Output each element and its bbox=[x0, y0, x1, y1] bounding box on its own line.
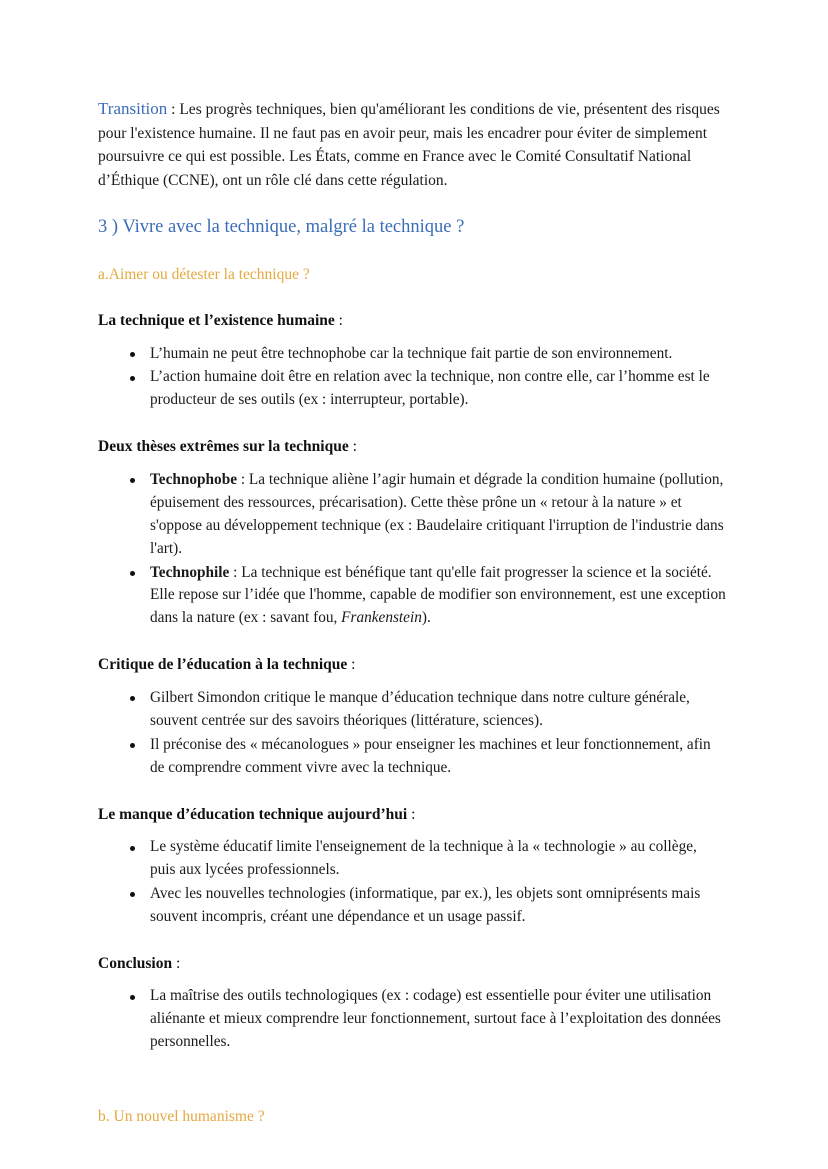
block-heading-colon: : bbox=[172, 954, 181, 972]
block-heading-text: Deux thèses extrêmes sur la technique bbox=[98, 438, 349, 456]
list-item bbox=[98, 836, 726, 882]
list-item-text: Il préconise des « mécanologues » pour enseigner les machines et leur fonctionnement, afin de comprendre comment vivre avec la technique. bbox=[150, 735, 711, 776]
list-item-text: : La technique est bénéfique tant qu'elle fait progresser la science et la société. Elle repose sur l’idée que l'homme, capable de modifier son environnement, est une exception dans la nature (ex : savant fou, bbox=[150, 563, 726, 627]
list-item bbox=[98, 734, 726, 780]
block-heading-colon: : bbox=[348, 438, 357, 456]
list-item-lead: Technophobe bbox=[150, 470, 238, 488]
transition-label: Transition bbox=[98, 99, 168, 118]
block-heading-critique-education bbox=[98, 654, 726, 676]
block-heading-manque-education bbox=[98, 804, 726, 826]
list-item-text: : La technique aliène l’agir humain et dégrade la condition humaine (pollution, épuisement des ressources, précarisation). Cette thèse prône un « retour à la nature » et s'oppose au développement technique (ex : Baudelaire critiquant l'irruption de l'industrie dans l'art). bbox=[150, 470, 724, 557]
transition-paragraph bbox=[98, 96, 726, 192]
list-item-text: L’humain ne peut être technophobe car la technique fait partie de son environnement. bbox=[150, 344, 673, 362]
list-item-text: Le système éducatif limite l'enseignement de la technique à la « technologie » au collège, puis aux lycées professionnels. bbox=[150, 838, 697, 878]
list-item-text-end: ). bbox=[421, 609, 431, 627]
block-heading-text: Conclusion bbox=[98, 954, 173, 972]
bullet-list-critique-education bbox=[98, 687, 726, 780]
list-item-italic-title: Frankenstein bbox=[341, 609, 422, 627]
bullet-list-conclusion bbox=[98, 985, 726, 1054]
block-heading-text: La technique et l’existence humaine bbox=[98, 312, 335, 330]
list-item bbox=[98, 985, 726, 1054]
list-item-lead: Technophile bbox=[150, 563, 230, 581]
list-item-text: La maîtrise des outils technologiques (ex : codage) est essentielle pour éviter une utilisation aliénante et mieux comprendre leur fonctionnement, surtout face à l’exploitation des données personnelles. bbox=[150, 987, 721, 1051]
section-heading-3: 3 ) Vivre avec la technique, malgré la technique ? bbox=[98, 217, 465, 238]
block-heading-colon: : bbox=[407, 805, 416, 823]
block-heading-text: Le manque d’éducation technique aujourd’hui bbox=[98, 805, 408, 823]
list-item bbox=[98, 469, 726, 561]
list-item bbox=[98, 366, 726, 412]
bullet-list-manque-education bbox=[98, 836, 726, 929]
block-heading-colon: : bbox=[347, 656, 356, 674]
subsection-heading-b: b. Un nouvel humanisme ? bbox=[98, 1108, 265, 1126]
block-heading-technique-existence bbox=[98, 310, 726, 332]
transition-separator: : bbox=[167, 101, 180, 118]
subsection-heading-a: a.Aimer ou détester la technique ? bbox=[98, 266, 310, 284]
list-item bbox=[98, 687, 726, 733]
bullet-list-deux-theses bbox=[98, 469, 726, 631]
list-item-text: L’action humaine doit être en relation avec la technique, non contre elle, car l’homme est le producteur de ses outils (ex : interrupteur, portable). bbox=[150, 368, 710, 409]
list-item-text: Gilbert Simondon critique le manque d’éducation technique dans notre culture générale, souvent centrée sur des savoirs théoriques (littérature, sciences). bbox=[150, 688, 690, 729]
block-heading-colon: : bbox=[334, 312, 343, 330]
document-content bbox=[98, 96, 726, 1128]
list-item bbox=[98, 562, 726, 631]
block-heading-text: Critique de l’éducation à la technique bbox=[98, 656, 348, 674]
bullet-list-technique-existence bbox=[98, 343, 726, 413]
block-heading-deux-theses bbox=[98, 436, 726, 458]
list-item bbox=[98, 883, 726, 929]
list-item-text: Avec les nouvelles technologies (informatique, par ex.), les objets sont omniprésents mais souvent incompris, créant une dépendance et un usage passif. bbox=[150, 884, 701, 925]
list-item bbox=[98, 343, 726, 366]
transition-body: Les progrès techniques, bien qu'améliorant les conditions de vie, présentent des risques pour l'existence humaine. Il ne faut pas en avoir peur, mais les encadrer pour éviter de simplement poursuivre ce qui est possible. Les États, comme en France avec le Comité Consultatif National d’Éthique (CCNE), ont un rôle clé dans cette régulation. bbox=[98, 101, 720, 189]
block-heading-conclusion bbox=[98, 953, 726, 975]
